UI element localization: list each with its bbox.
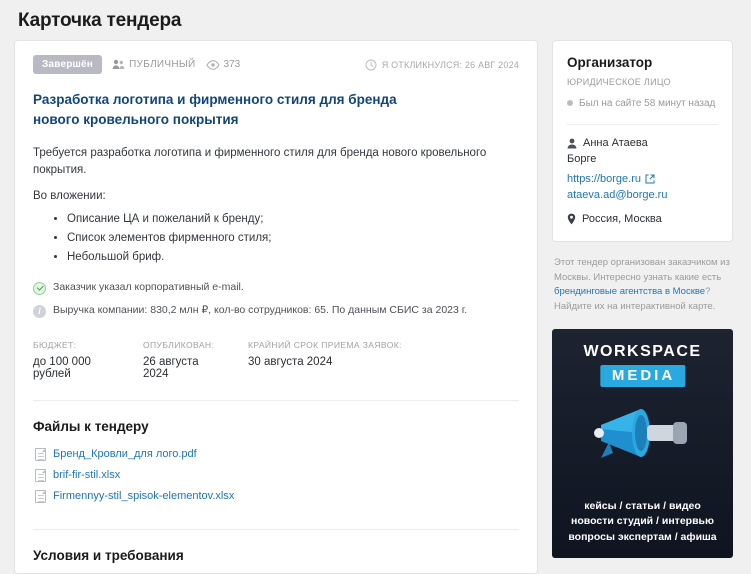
organizer-person-name: Анна Атаева <box>583 137 648 149</box>
fact-budget-label: БЮДЖЕТ: <box>33 339 77 350</box>
organizer-card <box>552 40 733 242</box>
organizer-location-text: Россия, Москва <box>582 213 662 225</box>
fact-deadline-label: КРАЙНИЙ СРОК ПРИЕМА ЗАЯВОК: <box>248 339 402 350</box>
list-item: • Список элементов фирменного стиля; <box>67 229 519 248</box>
megaphone-icon <box>583 395 703 473</box>
ad-banner[interactable] <box>552 329 733 558</box>
file-row[interactable] <box>33 448 519 461</box>
attachments-list <box>33 210 519 267</box>
fact-deadline <box>248 340 424 380</box>
attachments-intro: Во вложении: <box>33 189 106 202</box>
visibility-meta <box>112 59 195 70</box>
divider <box>567 124 718 125</box>
organizer-company: Борге <box>567 153 597 165</box>
organizer-person <box>567 137 718 149</box>
file-link[interactable]: Бренд_Кровли_для лого.pdf <box>53 448 197 461</box>
banner-brand: WORKSPACE <box>583 342 702 360</box>
status-badge: Завершён <box>33 55 102 74</box>
file-link[interactable]: Firmennyy-stil_spisok-elementov.xlsx <box>53 490 235 503</box>
fact-deadline-value: 30 августа 2024 <box>248 355 333 368</box>
clock-back-icon <box>365 59 377 71</box>
organizer-location <box>567 213 718 225</box>
info-icon: i <box>33 305 46 318</box>
banner-line-3: вопросы экспертам / афиша <box>568 531 717 544</box>
banner-sub: MEDIA <box>600 365 685 387</box>
external-link-icon <box>645 174 655 184</box>
status-dot-icon <box>567 100 573 106</box>
banner-lines <box>552 499 733 546</box>
organizer-title: Организатор <box>567 55 653 70</box>
banner-line-2: новости студий / интервью <box>571 515 714 528</box>
list-item: • Небольшой бриф. <box>67 248 519 267</box>
revenue-note-text: Выручка компании: 830,2 млн ₽, кол-во сотрудников: 65. По данным СБИС за 2023 г. <box>53 303 468 316</box>
organizer-email-link[interactable]: ataeva.ad@borge.ru <box>567 189 668 201</box>
list-item: • Описание ЦА и пожеланий к бренду; <box>67 210 519 229</box>
file-icon <box>35 490 46 503</box>
organizer-online-status <box>567 97 718 111</box>
sidebar <box>552 40 733 558</box>
tender-meta-row <box>33 55 519 74</box>
divider <box>33 529 519 530</box>
tender-title: Разработка логотипа и фирменного стиля для бренда нового кровельного покрытия <box>33 92 397 127</box>
fact-published-label: ОПУБЛИКОВАН: <box>143 339 215 350</box>
tender-description: Требуется разработка логотипа и фирменного стиля для бренда нового кровельного покрытия. <box>33 147 487 177</box>
visibility-label: ПУБЛИЧНЫЙ <box>129 59 196 70</box>
fact-published <box>143 340 248 380</box>
sidebar-note-before: Этот тендер организован заказчиком из Москвы. Интересно узнать какие есть <box>554 257 730 283</box>
corporate-email-note <box>33 281 519 295</box>
branding-agencies-link[interactable]: брендинговые агентства в Москве <box>554 286 706 298</box>
responded-meta <box>365 59 519 71</box>
tender-card <box>14 40 538 574</box>
fact-budget-value: до 100 000 рублей <box>33 355 91 380</box>
user-icon <box>567 138 577 149</box>
file-link[interactable]: brif-fir-stil.xlsx <box>53 469 121 482</box>
files-section-title: Файлы к тендеру <box>33 418 149 434</box>
views-meta <box>206 59 241 70</box>
page-title: Карточка тендера <box>18 10 182 31</box>
file-row[interactable] <box>33 469 519 482</box>
organizer-entity-type: ЮРИДИЧЕСКОЕ ЛИЦО <box>567 77 671 87</box>
revenue-note <box>33 304 519 318</box>
sidebar-note-after: ? Найдите их на интерактивной карте. <box>554 286 716 313</box>
file-icon <box>35 448 46 461</box>
corporate-email-note-text: Заказчик указал корпоративный e-mail. <box>53 280 244 293</box>
views-count: 373 <box>223 59 241 70</box>
responded-label: Я ОТКЛИКНУЛСЯ: 26 АВГ 2024 <box>381 59 519 70</box>
file-row[interactable] <box>33 490 519 503</box>
eye-icon <box>206 60 220 70</box>
organizer-online-text: Был на сайте 58 минут назад <box>579 98 716 109</box>
conditions-section-title: Условия и требования <box>33 547 184 563</box>
page-layout <box>0 40 751 574</box>
tender-facts <box>33 340 519 380</box>
map-pin-icon <box>567 213 576 225</box>
fact-budget <box>33 340 143 380</box>
file-icon <box>35 469 46 482</box>
users-icon <box>112 59 125 70</box>
check-icon <box>33 282 46 295</box>
sidebar-note <box>552 256 733 315</box>
files-list <box>33 448 519 503</box>
fact-published-value: 26 августа 2024 <box>143 355 199 380</box>
organizer-website-text: https://borge.ru <box>567 173 641 185</box>
banner-line-1: кейсы / статьи / видео <box>584 499 701 512</box>
organizer-website-link[interactable] <box>567 173 718 185</box>
divider <box>33 400 519 401</box>
